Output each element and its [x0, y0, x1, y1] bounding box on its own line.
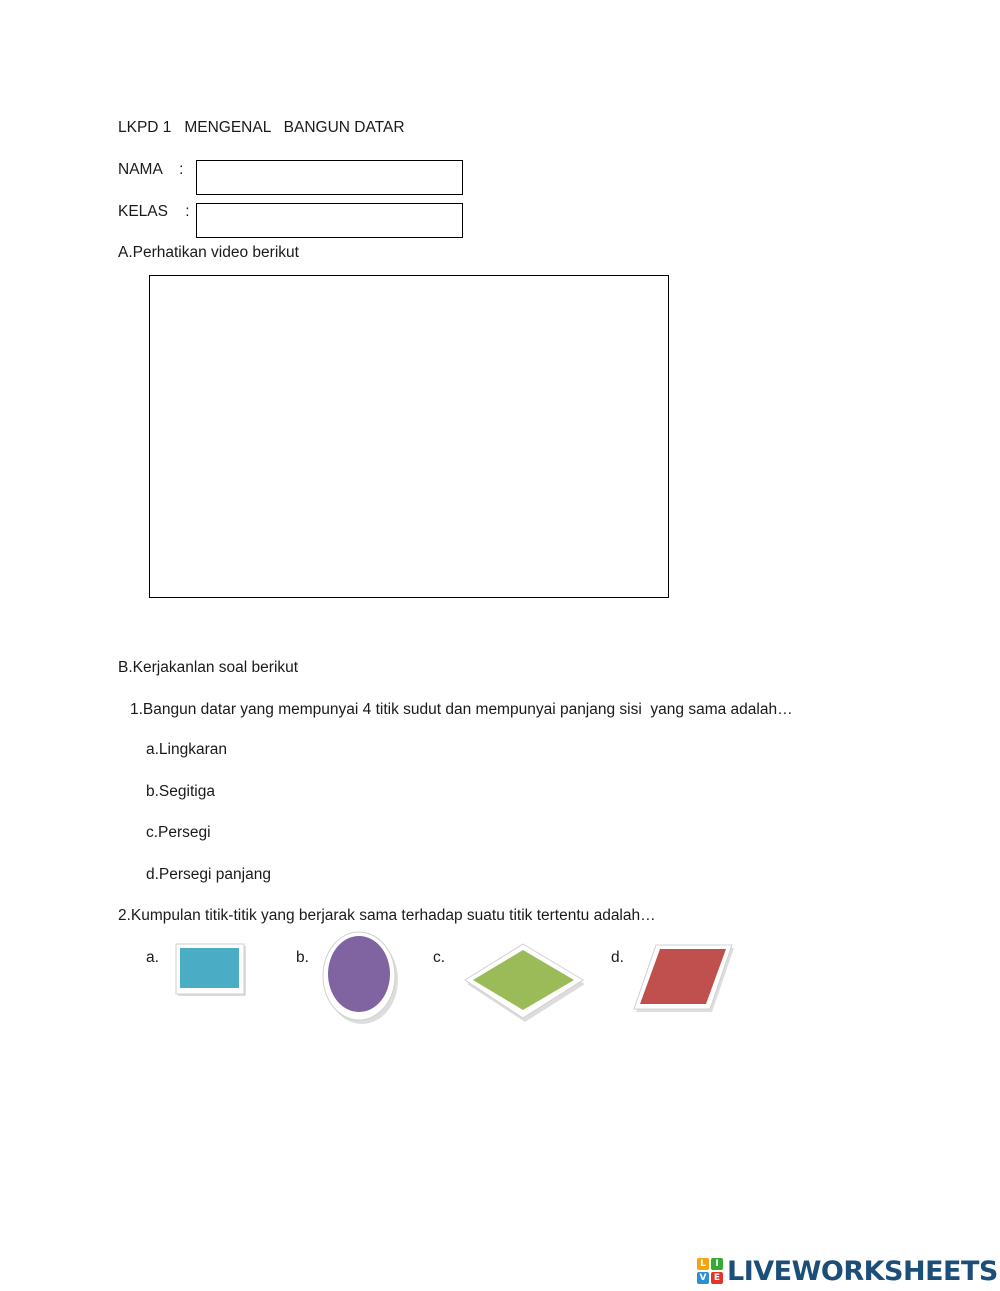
question-1-option-a[interactable]: a.Lingkaran: [146, 741, 228, 758]
class-input-box[interactable]: [196, 203, 463, 238]
worksheet-title: LKPD 1 MENGENAL BANGUN DATAR: [118, 119, 405, 136]
section-a-heading: A.Perhatikan video berikut: [118, 244, 299, 261]
question-2-label-c[interactable]: c.: [433, 949, 446, 966]
question-2-label-b[interactable]: b.: [296, 949, 309, 966]
question-2-label-d[interactable]: d.: [611, 949, 624, 966]
logo-letter-i: I: [711, 1258, 723, 1270]
question-2-label-a[interactable]: a.: [146, 949, 159, 966]
question-1-option-d[interactable]: d.Persegi panjang: [146, 866, 271, 883]
name-input-box[interactable]: [196, 160, 463, 195]
parallelogram-shape-icon[interactable]: [632, 942, 738, 1016]
liveworksheets-logo: [697, 1256, 998, 1286]
circle-shape-icon[interactable]: [318, 928, 404, 1028]
question-2-text: 2.Kumpulan titik-titik yang berjarak sama terhadap suatu titik tertentu adalah…: [118, 907, 656, 924]
class-label: KELAS :: [118, 203, 190, 220]
question-1-text: 1.Bangun datar yang mempunyai 4 titik sudut dan mempunyai panjang sisi yang sama adalah…: [130, 701, 793, 718]
logo-letter-l: L: [697, 1258, 709, 1270]
question-1-option-b[interactable]: b.Segitiga: [146, 783, 215, 800]
logo-badge-icon: [697, 1258, 723, 1284]
section-b-heading: B.Kerjakanlan soal berikut: [118, 659, 299, 676]
rhombus-shape-icon[interactable]: [463, 940, 589, 1026]
name-label: NAMA :: [118, 161, 184, 178]
rectangle-shape-icon[interactable]: [170, 940, 252, 1002]
logo-letter-e: E: [711, 1272, 723, 1284]
question-1-option-c[interactable]: c.Persegi: [146, 824, 211, 841]
video-frame[interactable]: [149, 275, 669, 598]
logo-wordmark: LIVEWORKSHEETS: [727, 1255, 998, 1287]
logo-letter-v: V: [697, 1272, 709, 1284]
